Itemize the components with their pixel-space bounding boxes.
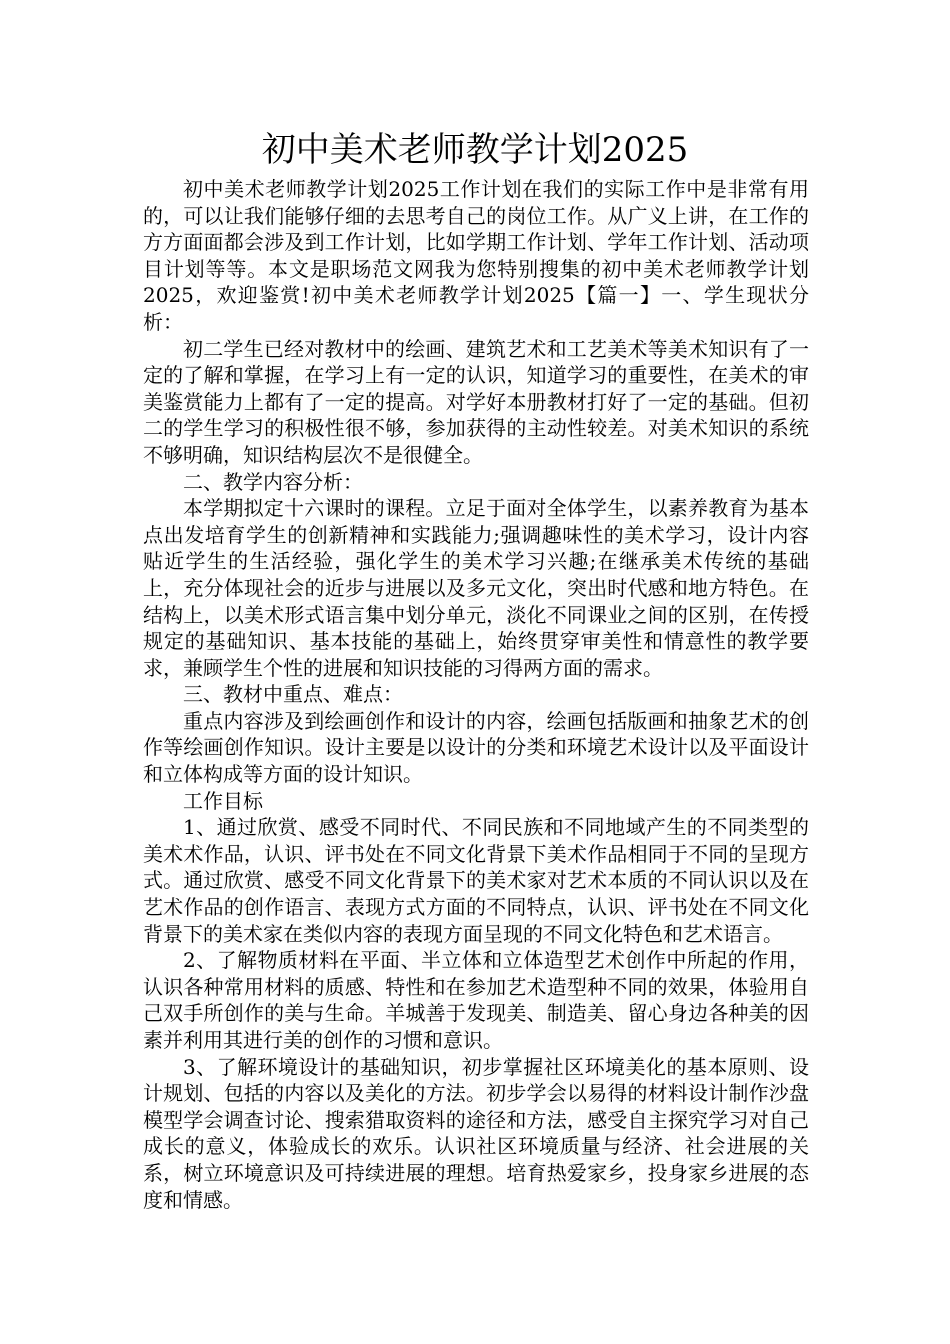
goal-item-1: 1、通过欣赏、感受不同时代、不同民族和不同地域产生的不同类型的美术术作品，认识、评书处在不同文化背景下美术作品相同于不同的呈现方式。通过欣赏、感受不同文化背景下的美术家对艺术本质的不同认识以及在艺术作品的创作语言、表现方式方面的不同特点，认识、评书处在不同文化背景下的美术家在类似内容的表现方面呈现的不同文化特色和艺术语言。 bbox=[143, 815, 809, 946]
document-title: 初中美术老师教学计划2025 bbox=[261, 130, 689, 170]
student-analysis-paragraph: 初二学生已经对教材中的绘画、建筑艺术和工艺美术等美术知识有了一定的了解和掌握，在学习上有一定的认识，知道学习的重要性，在美术的审美鉴赏能力上都有了一定的提高。对学好本册教材打好了一定的基础。但初二的学生学习的积极性很不够，参加获得的主动性较差。对美术知识的系统不够明确，知识结构层次不是很健全。 bbox=[143, 336, 809, 467]
key-points-paragraph: 重点内容涉及到绘画创作和设计的内容，绘画包括版画和抽象艺术的创作等绘画创作知识。设计主要是以设计的分类和环境艺术设计以及平面设计和立体构成等方面的设计知识。 bbox=[143, 708, 809, 787]
goal-item-2: 2、了解物质材料在平面、半立体和立体造型艺术创作中所起的作用，认识各种常用材料的质感、特性和在参加艺术造型种不同的效果，体验用自己双手所创作的美与生命。羊城善于发现美、制造美、留心身边各种美的因素并利用其进行美的创作的习惯和意识。 bbox=[143, 948, 809, 1052]
section-heading-work-goals: 工作目标 bbox=[183, 788, 263, 813]
content-analysis-paragraph: 本学期拟定十六课时的课程。立足于面对全体学生，以素养教育为基本点出发培育学生的创新精神和实践能力;强调趣味性的美术学习，设计内容贴近学生的生活经验，强化学生的美术学习兴趣;在继承美术传统的基础上，充分体现社会的近步与进展以及多元文化，突出时代感和地方特色。在结构上，以美术形式语言集中划分单元，淡化不同课业之间的区别，在传授规定的基础知识、基本技能的基础上，始终贯穿审美性和情意性的教学要求，兼顾学生个性的进展和知识技能的习得两方面的需求。 bbox=[143, 496, 809, 680]
section-heading-content-analysis: 二、教学内容分析： bbox=[183, 469, 363, 494]
goal-item-3: 3、了解环境设计的基础知识，初步掌握社区环境美化的基本原则、设计规划、包括的内容以及美化的方法。初步学会以易得的材料设计制作沙盘模型学会调查讨论、搜索猎取资料的途径和方法，感受自主探究学习对自己成长的意义，体验成长的欢乐。认识社区环境质量与经济、社会进展的关系，树立环境意识及可持续进展的理想。培育热爱家乡，投身家乡进展的态度和情感。 bbox=[143, 1054, 809, 1212]
section-heading-key-points: 三、教材中重点、难点： bbox=[183, 682, 403, 707]
document-body bbox=[143, 176, 809, 1213]
intro-paragraph: 初中美术老师教学计划2025工作计划在我们的实际工作中是非常有用的，可以让我们能够仔细的去思考自己的岗位工作。从广义上讲，在工作的方方面面都会涉及到工作计划，比如学期工作计划、学年工作计划、活动项目计划等等。本文是职场范文网我为您特别搜集的初中美术老师教学计划2025，欢迎鉴赏!初中美术老师教学计划2025【篇一】一、学生现状分析： bbox=[143, 177, 809, 334]
